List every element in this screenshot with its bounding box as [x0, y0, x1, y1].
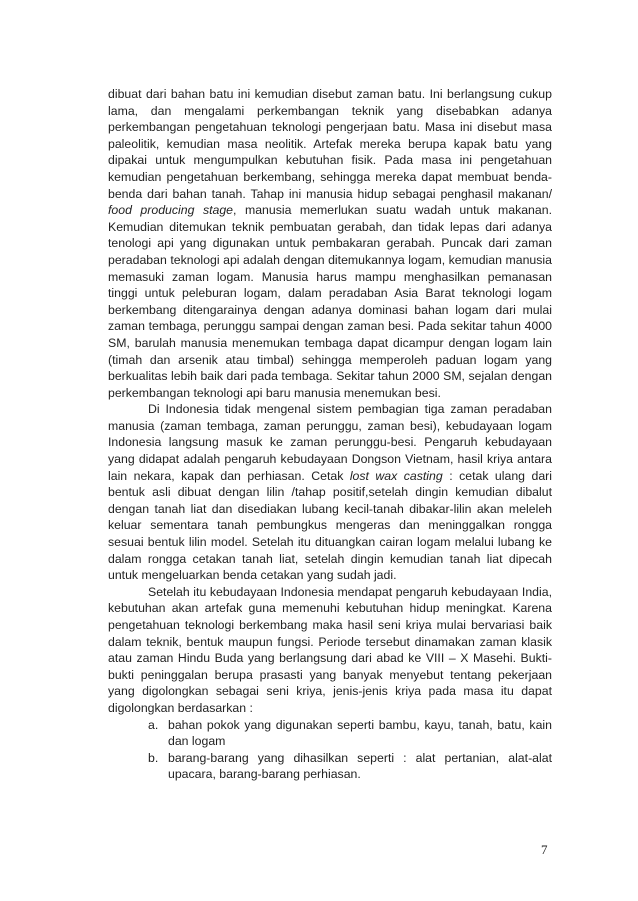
list-item: [108, 750, 552, 783]
paragraph-1-text-a: dibuat dari bahan batu ini kemudian disebut zaman batu. Ini berlangsung cukup lama, dan mengalami perkembangan teknik yang disebabkan adanya perkembangan pengetahuan teknologi pengerjaan batu. Masa ini disebut masa paleolitik, kemudian masa neolitik. Artefak mereka berupa kapak batu yang dipakai untuk mengumpulkan kebutuhan fisik. Pada masa ini pengetahuan kemudian pengetahuan berkembang, sehingga mereka dapat membuat benda-benda dari bahan tanah. Tahap ini manusia hidup sebagai penghasil makanan/: [108, 87, 552, 201]
list-marker: b.: [148, 750, 159, 765]
paragraph-2-italic-term: lost wax casting: [349, 468, 443, 483]
list-marker: a.: [148, 717, 159, 732]
page-number: 7: [541, 842, 548, 857]
paragraph-2-text-a: Di Indonesia tidak mengenal sistem pembagian tiga zaman peradaban manusia (zaman tembaga, zaman perunggu, zaman besi), kebudayaan logam Indonesia langsung masuk ke zaman perunggu-besi. Pengaruh kebudayaan yang didapat adalah pengaruh kebudayaan Dongson Vietnam, hasil kriya antara lain nekara, kapak dan perhiasan. Cetak: [108, 402, 552, 483]
list-item-text: bahan pokok yang digunakan seperti bambu, kayu, tanah, batu, kain dan logam: [168, 717, 552, 749]
paragraph-1: [108, 86, 552, 401]
paragraph-1-italic-term: food producing stage: [108, 203, 234, 218]
paragraph-1-text-b: , manusia memerlukan suatu wadah untuk makanan. Kemudian ditemukan teknik pembuatan gerabah, dan tidak lepas dari adanya tenologi api yang digunakan untuk pembakaran gerabah. Puncak dari zaman peradaban teknologi api adalah dengan ditemukannya logam, kemudian manusia memasuki zaman logam. Manusia harus mampu menghasilkan pemanasan tinggi untuk peleburan logam, dalam peradaban Asia Barat teknologi logam berkembang ditengarainya dengan adanya dominasi bahan logam dari mulai zaman tembaga, perunggu sampai dengan zaman besi. Pada sekitar tahun 4000 SM, barulah manusia menemukan tembaga dapat dicampur dengan logam lain (timah dan arsenik atau timbal) sehingga memperoleh paduan logam yang berkualitas lebih baik dari pada tembaga. Sekitar tahun 2000 SM, sejalan dengan perkembangan teknologi api baru manusia menemukan besi.: [108, 203, 552, 400]
paragraph-3-text: Setelah itu kebudayaan Indonesia mendapat pengaruh kebudayaan India, kebutuhan akan artefak guna memenuhi kebutuhan hidup meningkat. Karena pengetahuan teknologi berkembang maka hasil seni kriya mulai bervariasi baik dalam teknik, bentuk maupun fungsi. Periode tersebut dinamakan zaman klasik atau zaman Hindu Buda yang berlangsung dari abad ke VIII – X Masehi. Bukti-bukti peninggalan berupa prasasti yang banyak menyebut tentang pekerjaan yang digolongkan sebagai seni kriya, jenis-jenis kriya pada masa itu dapat digolongkan berdasarkan :: [108, 584, 552, 715]
list-item-text: barang-barang yang dihasilkan seperti : alat pertanian, alat-alat upacara, barang-barang perhiasan.: [168, 750, 552, 782]
list-item: [108, 717, 552, 750]
classification-list: [108, 717, 552, 783]
body-text: [108, 86, 552, 783]
paragraph-2: [108, 401, 552, 584]
paragraph-2-text-b: : cetak ulang dari bentuk asli dibuat dengan lilin /tahap positif,setelah dingin kemudian dibalut dengan tanah liat dan disediakan lubang kecil-tanah dibakar-lilin akan meleleh keluar sementara tanah pembungkus mengeras dan meninggalkan rongga sesuai bentuk lilin model. Setelah itu dituangkan cairan logam melalui lubang ke dalam rongga cetakan tanah liat, setelah dingin kemudian tanah liat dipecah untuk mengeluarkan benda cetakan yang sudah jadi.: [108, 468, 552, 583]
paragraph-3: [108, 584, 552, 717]
